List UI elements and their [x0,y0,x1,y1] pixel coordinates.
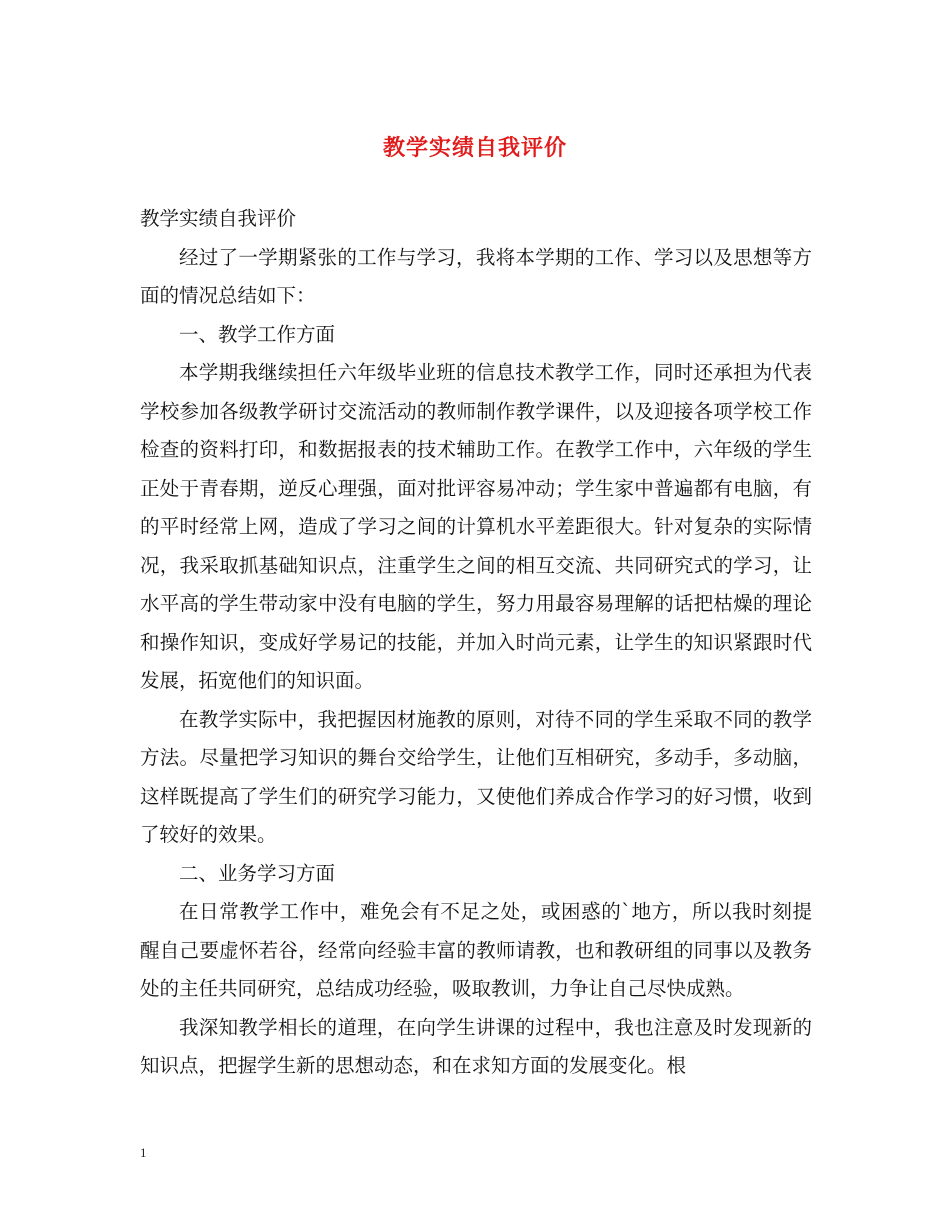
paragraph-teaching-practice: 在教学实际中，我把握因材施教的原则，对待不同的学生采取不同的教学方法。尽量把学习知识的舞台交给学生，让他们互相研究，多动手，多动脑，这样既提高了学生们的研究学习能力，又使他们养成合作学习的好习惯，收到了较好的效果。 [140,707,812,846]
paragraph-mutual-growth: 我深知教学相长的道理，在向学生讲课的过程中，我也注意及时发现新的知识点，把握学生新的思想动态，和在求知方面的发展变化。根 [140,1015,812,1077]
paragraph-intro: 经过了一学期紧张的工作与学习，我将本学期的工作、学习以及思想等方面的情况总结如下： [140,245,812,307]
document-title: 教学实绩自我评价 [382,135,567,161]
document-body [140,200,812,1086]
page-number: 1 [140,1145,147,1160]
paragraph-daily-work: 在日常教学工作中，难免会有不足之处，或困惑的`地方，所以我时刻提醒自己要虚怀若谷，经常向经验丰富的教师请教，也和教研组的同事以及教务处的主任共同研究，总结成功经验，吸取教训，力争让自己尽快成熟。 [140,900,812,1000]
section-heading-teaching: 一、教学工作方面 [179,322,336,346]
paragraph-teaching-work: 本学期我继续担任六年级毕业班的信息技术教学工作，同时还承担为代表学校参加各级教学研讨交流活动的教师制作教学课件，以及迎接各项学校工作检查的资料打印，和数据报表的技术辅助工作。在教学工作中，六年级的学生正处于青春期，逆反心理强，面对批评容易冲动；学生家中普遍都有电脑，有的平时经常上网，造成了学习之间的计算机水平差距很大。针对复杂的实际情况，我采取抓基础知识点，注重学生之间的相互交流、共同研究式的学习，让水平高的学生带动家中没有电脑的学生，努力用最容易理解的话把枯燥的理论和操作知识，变成好学易记的技能，并加入时尚元素，让学生的知识紧跟时代发展，拓宽他们的知识面。 [140,361,812,692]
paragraph-heading: 教学实绩自我评价 [140,207,297,230]
section-heading-study: 二、业务学习方面 [179,861,336,885]
